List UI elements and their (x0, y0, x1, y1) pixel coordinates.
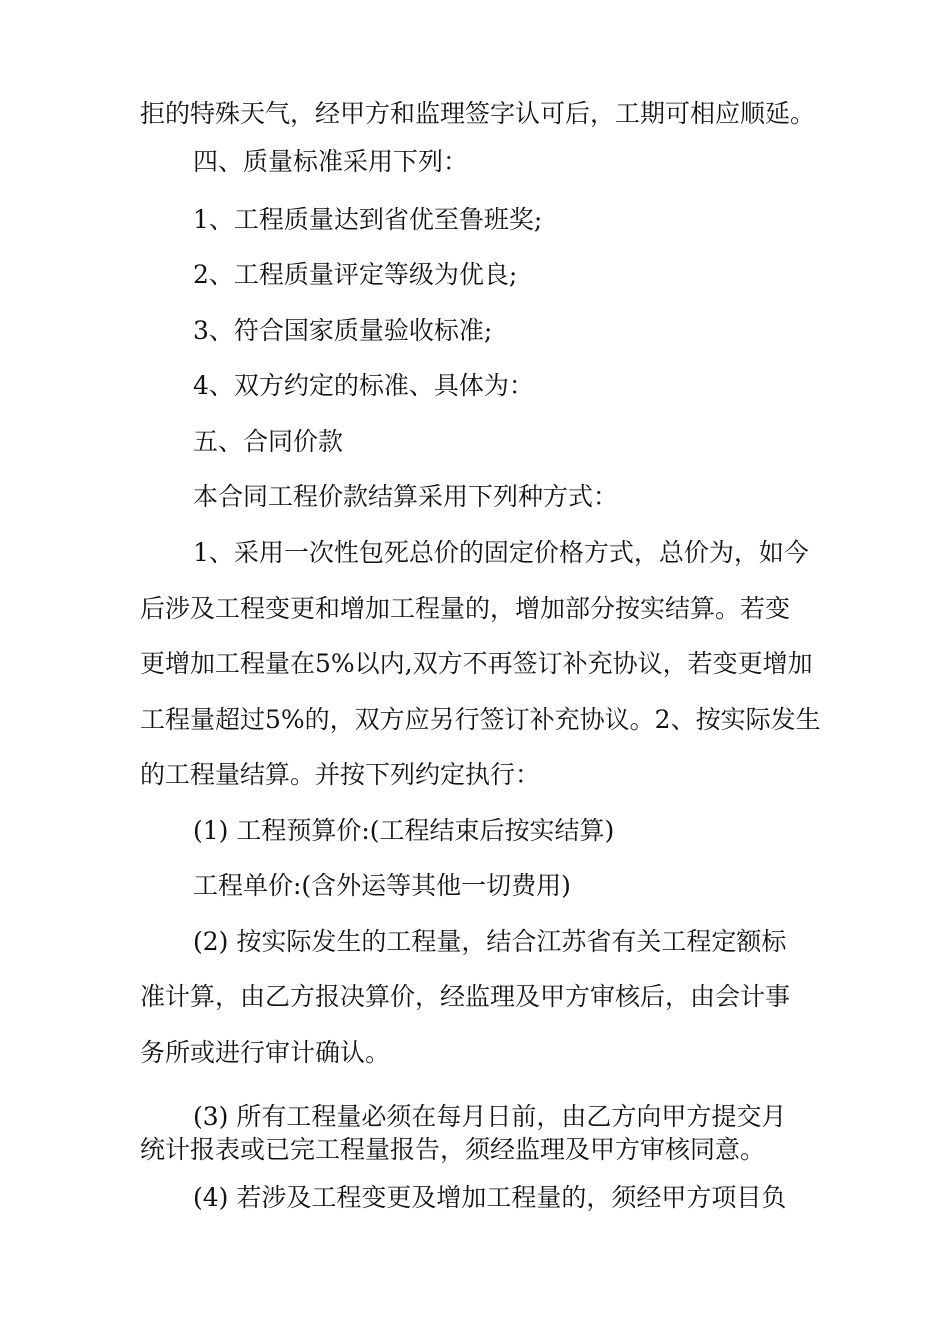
text-line: (2) 按实际发生的工程量，结合江苏省有关工程定额标 (193, 927, 787, 956)
section-heading-quality (140, 149, 824, 174)
list-item-quality-2 (140, 262, 824, 287)
section-heading-price (140, 429, 824, 454)
text-line: (4) 若涉及工程变更及增加工程量的，须经甲方项目负 (193, 1183, 787, 1212)
list-item-quality-3 (140, 318, 824, 343)
text-line: 准计算，由乙方报决算价，经监理及甲方审核后，由会计事 (140, 982, 791, 1011)
text-line: 五、合同价款 (193, 427, 344, 456)
list-item-change-approval (140, 1185, 824, 1210)
text-line: 1、采用一次性包死总价的固定价格方式，总价为，如今 (193, 538, 809, 567)
text-line: 统计报表或已完工程量报告，须经监理及甲方审核同意。 (140, 1135, 766, 1164)
paragraph-delay-clause (140, 101, 824, 126)
text-line: 4、双方约定的标准、具体为： (193, 371, 534, 400)
text-line: 工程量超过5%的，双方应另行签订补充协议。2、按实际发生 (140, 705, 821, 734)
list-item-quality-1 (140, 207, 824, 232)
list-item-quality-4 (140, 373, 824, 398)
text-line: 工程单价:(含外运等其他一切费用) (193, 871, 571, 900)
text-line: 的工程量结算。并按下列约定执行： (140, 760, 541, 789)
text-line: 拒的特殊天气，经甲方和监理签字认可后，工期可相应顺延。 (140, 99, 816, 128)
paragraph-unit-price (140, 873, 824, 898)
text-line: 后涉及工程变更和增加工程量的，增加部分按实结算。若变 (140, 594, 791, 623)
text-line: (1) 工程预算价:(工程结束后按实结算) (193, 816, 615, 845)
text-line: 1、工程质量达到省优至鲁班奖; (193, 205, 543, 234)
paragraph-price-method (140, 484, 824, 509)
text-line: (3) 所有工程量必须在每月日前，由乙方向甲方提交月 (193, 1102, 787, 1131)
text-line: 更增加工程量在5%以内,双方不再签订补充协议，若变更增加 (140, 649, 813, 678)
text-line: 3、符合国家质量验收标准; (193, 316, 493, 345)
text-line: 2、工程质量评定等级为优良; (193, 260, 518, 289)
text-line: 四、质量标准采用下列： (193, 147, 469, 176)
list-item-budget-price (140, 818, 824, 843)
text-line: 本合同工程价款结算采用下列种方式： (193, 482, 619, 511)
text-line: 务所或进行审计确认。 (140, 1038, 391, 1067)
